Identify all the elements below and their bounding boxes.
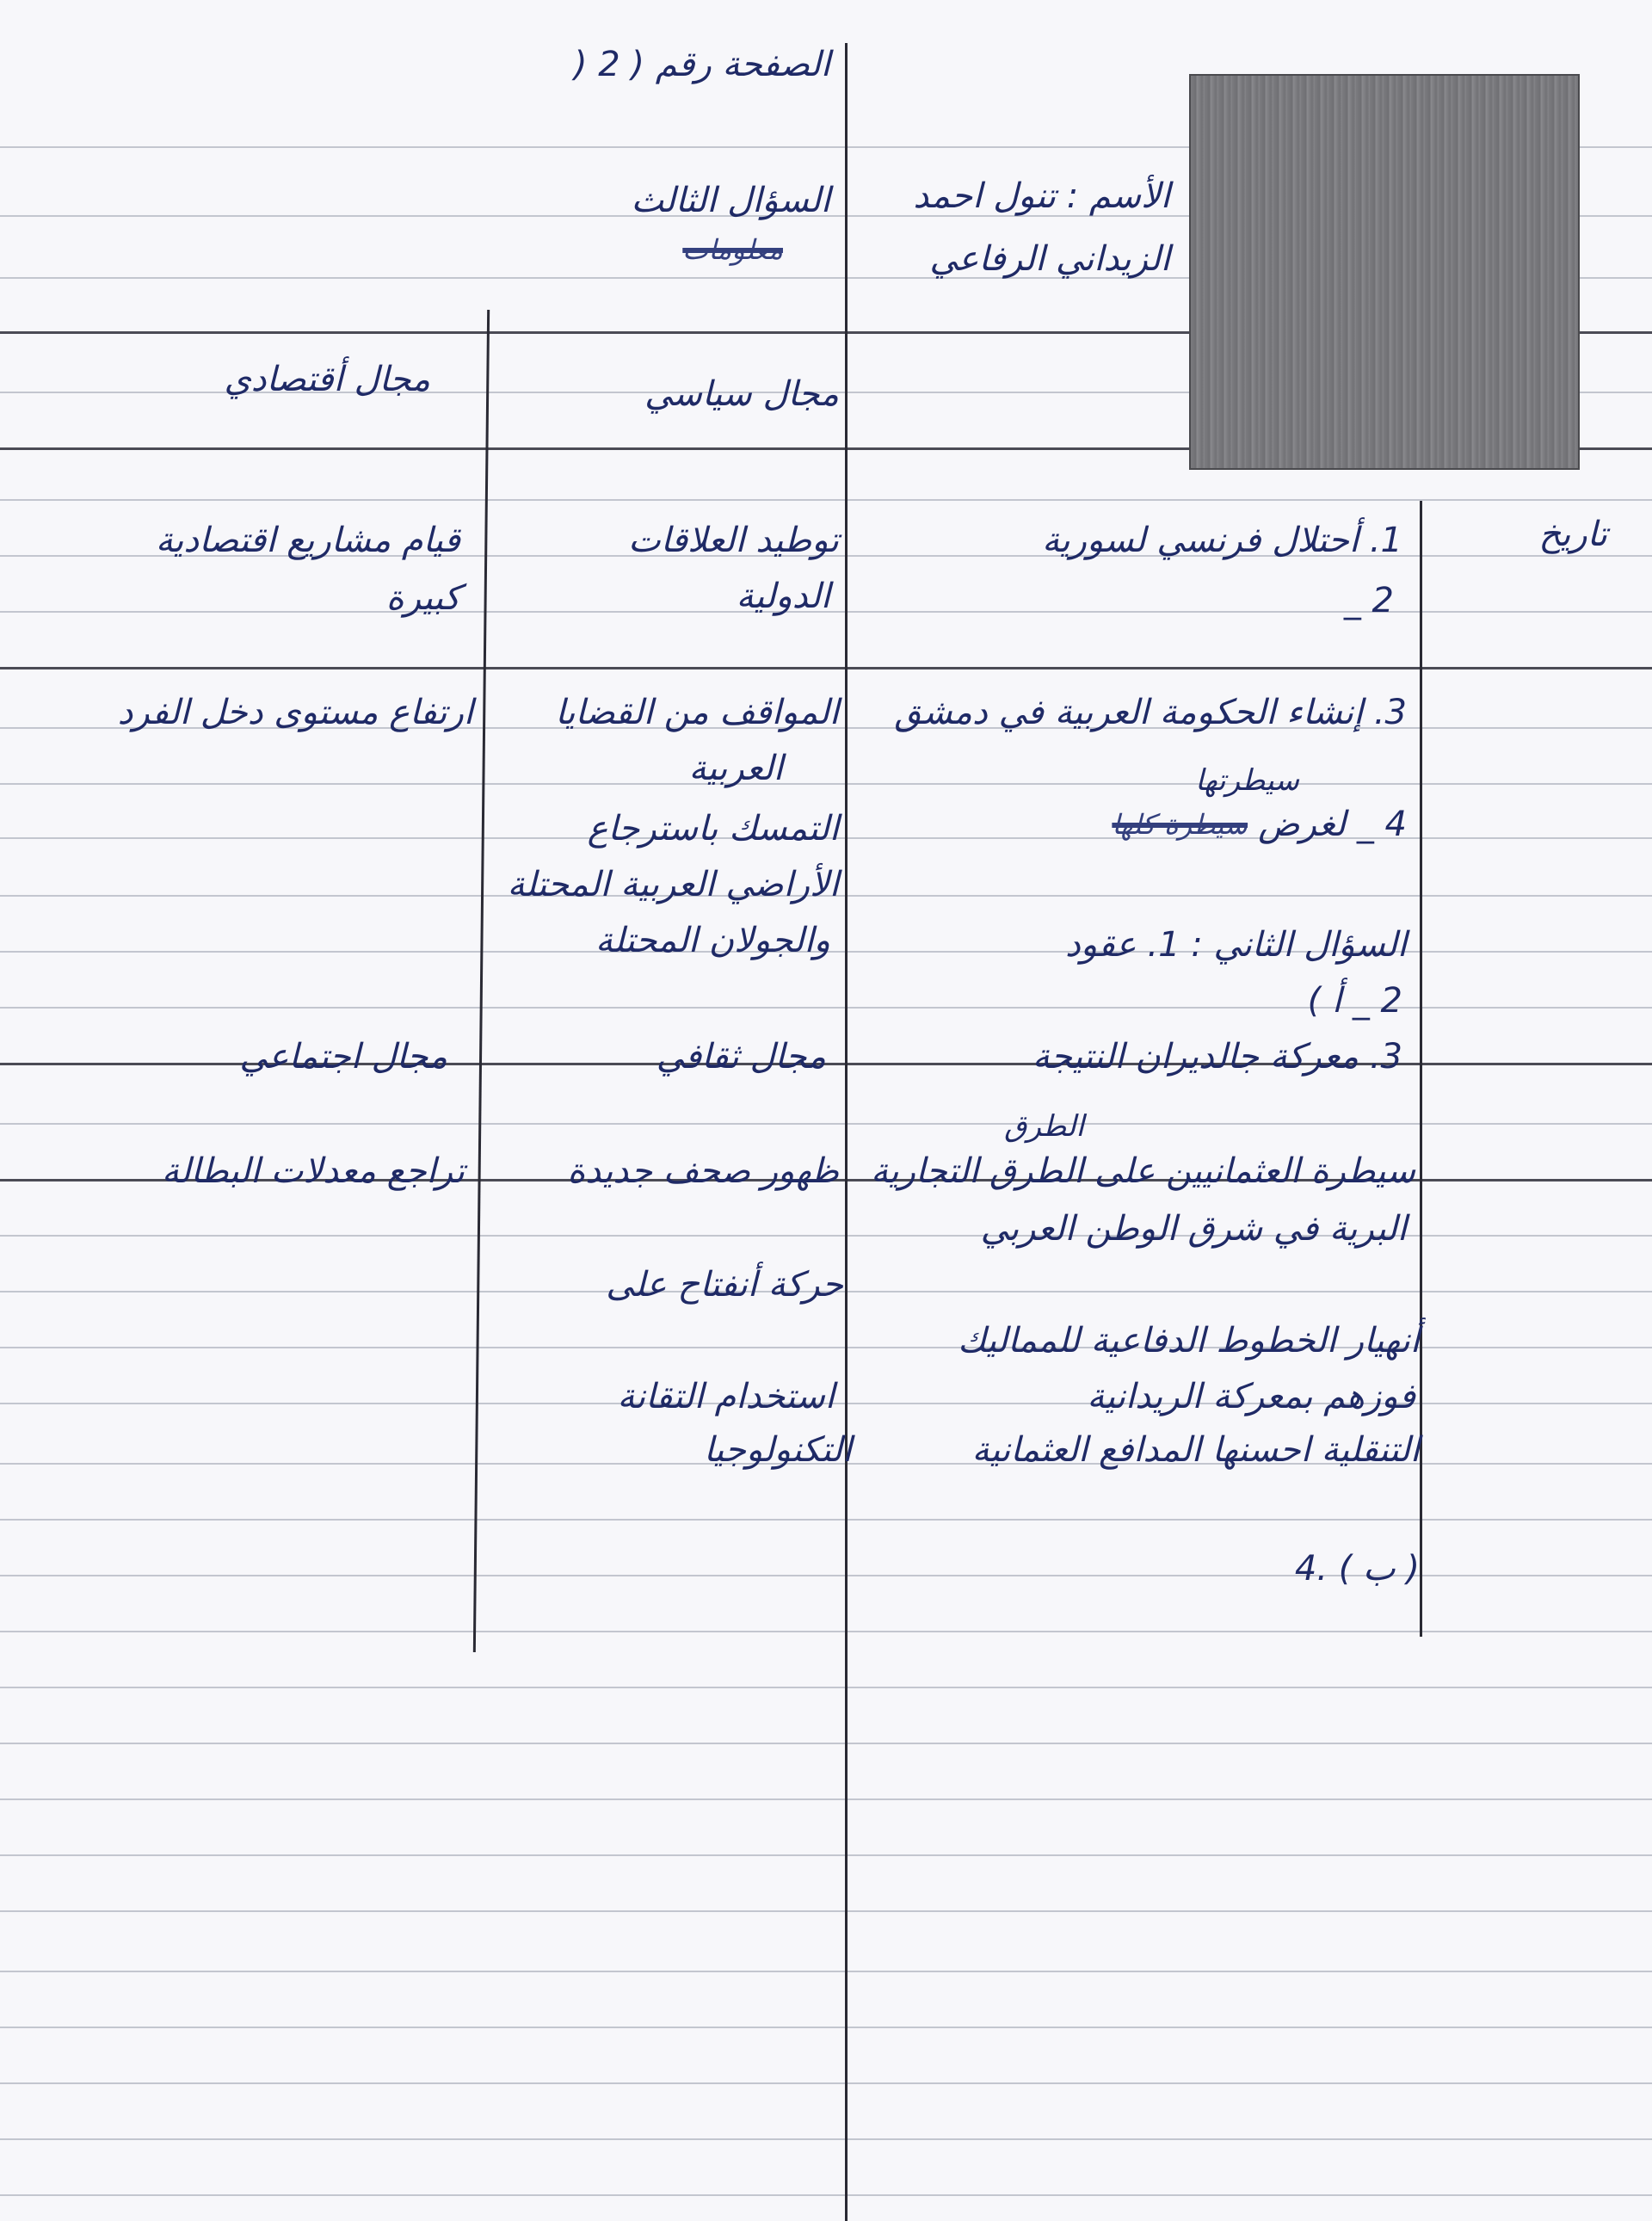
q2-result-line-5: التنقلية احسنها المدافع العثمانية (971, 1430, 1420, 1470)
cultural-item-3-line-1: استخدام التقانة (617, 1377, 835, 1416)
q3-crossed-word: معلومات (682, 233, 783, 266)
page-label: الصفحة رقم ( 2 ( (573, 45, 830, 84)
economic-heading: مجال أقتصادي (224, 360, 430, 399)
q2-answer-2: 2 _ أ ) (1307, 981, 1402, 1021)
q3-heading: السؤال الثالث (631, 181, 830, 220)
political-item-3-line-3: والجولان المحتلة (595, 921, 830, 960)
student-photo (1189, 74, 1580, 470)
economic-item-1-line-1: قيام مشاريع اقتصادية (155, 521, 460, 560)
political-item-2-line-1: المواقف من القضايا (555, 693, 839, 732)
q2-answer-4: ( ب ) .4 (1294, 1549, 1420, 1589)
political-item-1-line-2: الدولية (736, 577, 830, 616)
subject-label: تاريخ (1538, 515, 1607, 554)
student-name-line1: الأسم : تنول احمد (913, 176, 1170, 216)
q1-answer-3: 3. إنشاء الحكومة العربية في دمشق (894, 693, 1407, 732)
cultural-item-3-line-2: التكنولوجيا (703, 1430, 852, 1470)
q1-answer-2: 2 _ (1343, 581, 1394, 620)
political-heading: مجال سياسي (644, 374, 839, 414)
political-item-3-line-2: الأراضي العربية المحتلة (507, 865, 839, 904)
right-margin-divider (1420, 501, 1422, 1637)
economic-item-1-line-2: كبيرة (385, 578, 460, 618)
cultural-item-2: حركة أنفتاح على (606, 1265, 843, 1305)
q2-result-line-2: البرية في شرق الوطن العربي (980, 1209, 1407, 1249)
q1-answer-1: 1. أحتلال فرنسي لسورية (1042, 521, 1402, 560)
political-item-1-line-1: توطيد العلاقات (628, 521, 839, 560)
student-name-line2: الزيداني الرفاعي (929, 239, 1170, 279)
political-item-3-line-1: التمسك باسترجاع (587, 809, 839, 848)
q1-answer-4: 4 _ لغرض (1258, 805, 1407, 844)
q2-result-line-3: أنهيار الخطوط الدفاعية للمماليك (958, 1321, 1420, 1360)
political-item-2-line-2: العربية (688, 749, 783, 788)
q1-answer-4-correction: سيطرتها (1195, 763, 1299, 798)
cultural-heading: مجال ثقافي (656, 1037, 826, 1077)
q2-result-correction: الطرق (1004, 1109, 1084, 1144)
q2-result-line-4: فوزهم بمعركة الريدانية (1087, 1377, 1415, 1416)
social-item-1: تراجع معدلات البطالة (162, 1151, 465, 1191)
economic-item-2: ارتفاع مستوى دخل الفرد (117, 693, 473, 732)
q2-result-line-1: سيطرة العثمانيين على الطرق التجارية (871, 1151, 1415, 1191)
cultural-item-1: ظهور صحف جديدة (567, 1151, 839, 1191)
q2-answer-3: 3. معركة جالديران النتيجة (1032, 1037, 1402, 1077)
center-divider (845, 43, 848, 2221)
q2-heading: السؤال الثاني : 1. عقود (1065, 925, 1407, 965)
social-heading: مجال اجتماعي (239, 1037, 447, 1077)
left-divider (473, 310, 490, 1652)
q1-answer-4-crossed: سيطرة كلها (1112, 808, 1248, 841)
